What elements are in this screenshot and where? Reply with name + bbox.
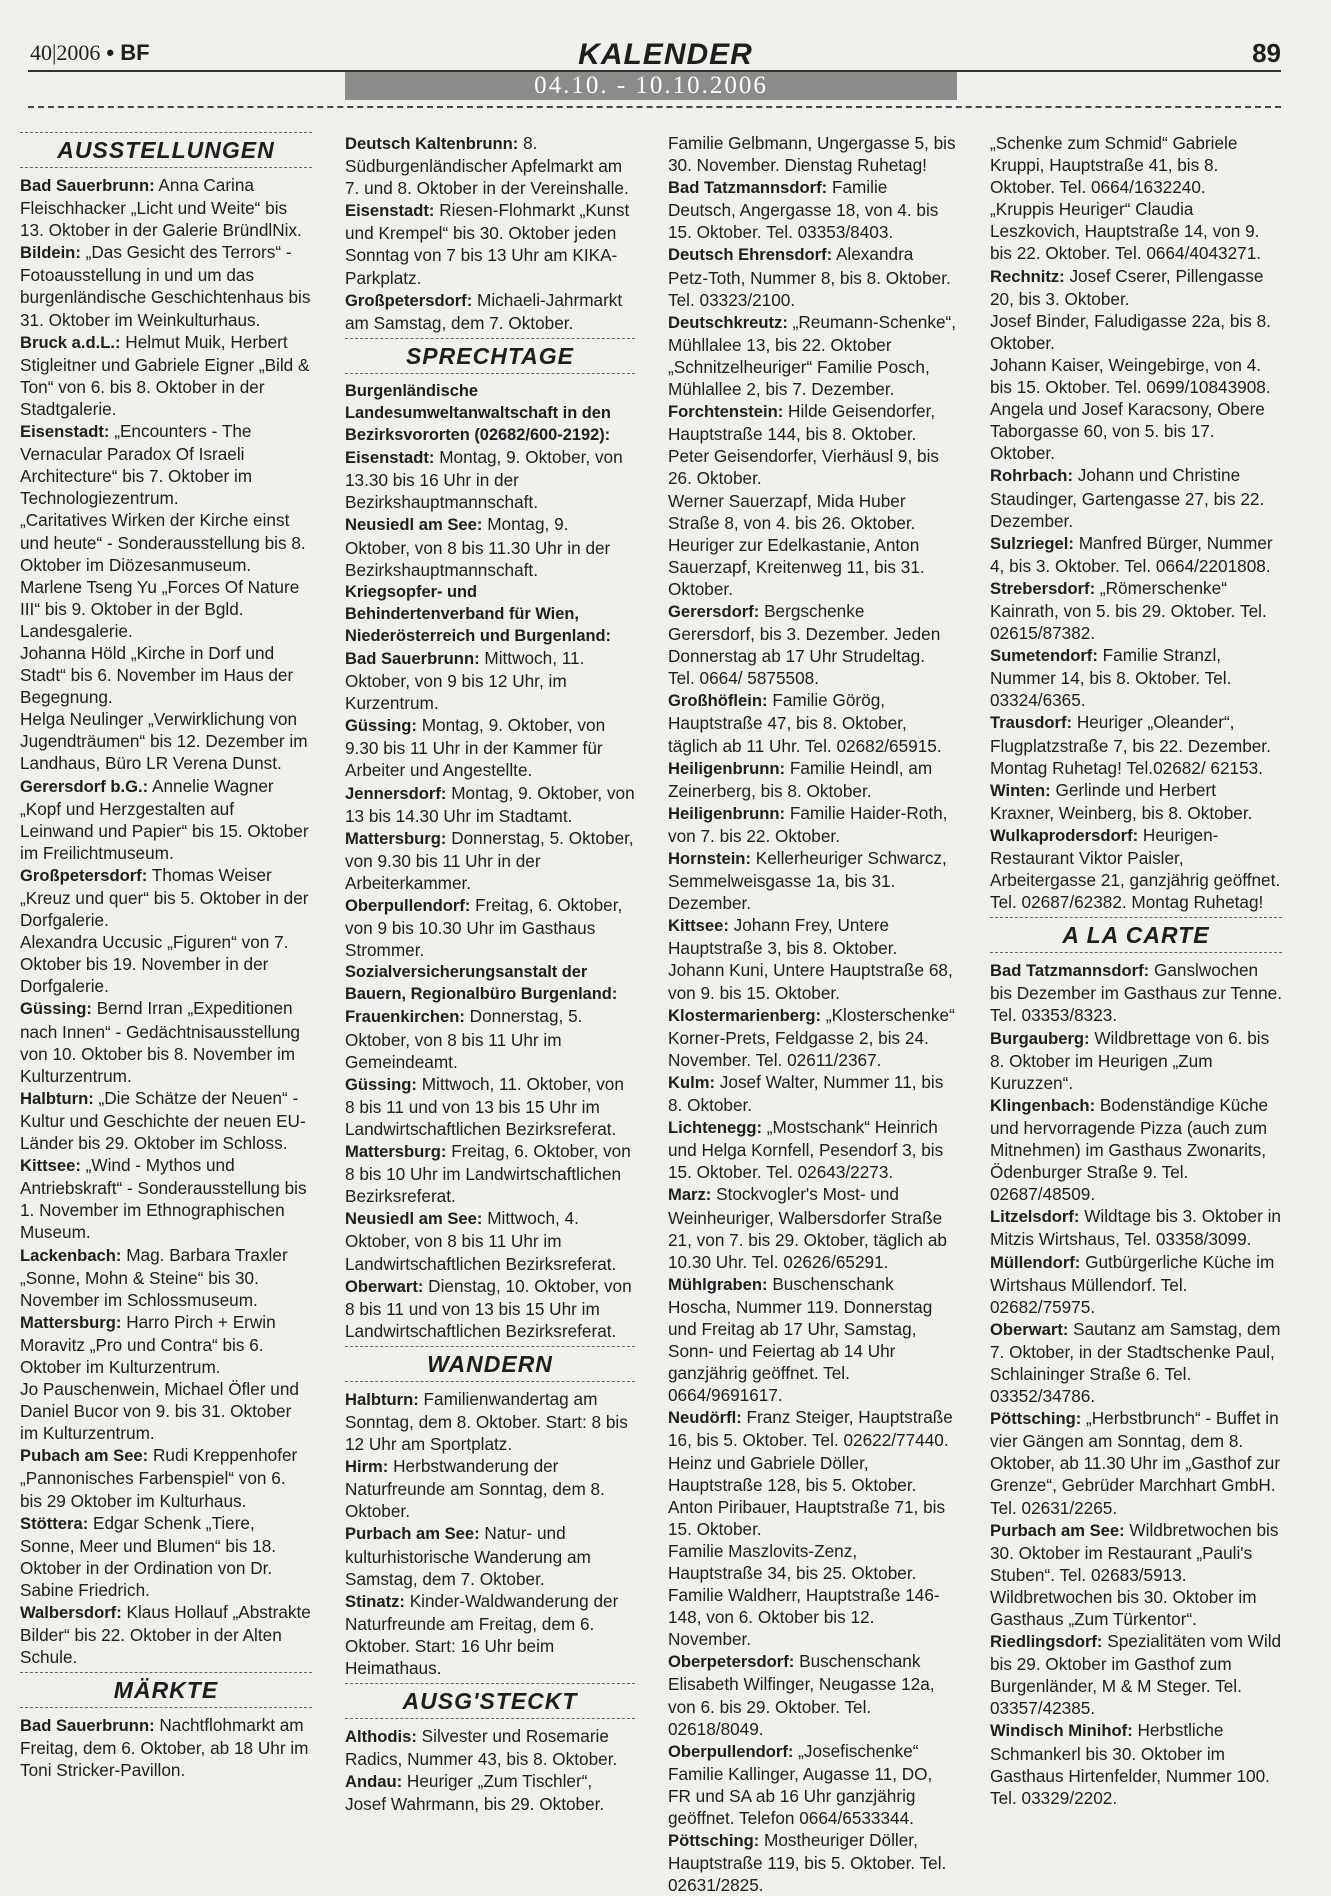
- listing-place: Bad Tatzmannsdorf:: [990, 961, 1150, 981]
- listing-place: Burgauberg:: [990, 1028, 1090, 1048]
- listing-entry: [668, 1183, 956, 1272]
- listing-entry: [668, 757, 956, 802]
- listing-entry: [345, 1207, 635, 1274]
- listing-text: Dienstag, 10. Oktober, von 8 bis 11 und von 13 bis 15 Uhr im Landwirtschaftlichen Bezirksreferat.: [345, 1275, 632, 1341]
- listing-place: Forchtenstein:: [668, 402, 784, 422]
- listing-text: Wildbretwochen bis 30. Oktober im Restaurant „Pauli's Stuben“. Tel. 02683/5913.: [990, 1519, 1279, 1585]
- listing-entry: [20, 1714, 312, 1781]
- listing-text: Johann Frey, Untere Hauptstraße 3, bis 8. Oktober.: [668, 915, 898, 959]
- listing-text: „Kruppis Heuriger“ Claudia Leszkovich, Hauptstraße 14, von 9. bis 22. Oktober. Tel. 0664/4043271.: [990, 199, 1262, 264]
- listing-place: Eisenstadt:: [20, 422, 110, 442]
- listing-place: Großpetersdorf:: [345, 290, 473, 310]
- listing-entry: [20, 708, 312, 774]
- ausgsteckt-list-c: [990, 132, 1282, 913]
- page-number: 89: [1252, 38, 1281, 68]
- listing-place: Riedlingsdorf:: [990, 1632, 1103, 1652]
- listing-entry: [345, 1522, 635, 1589]
- listing-entry: [990, 310, 1282, 354]
- listing-place: Gerersdorf b.G.:: [20, 776, 149, 796]
- listing-entry: [345, 782, 635, 827]
- listing-entry: [345, 132, 635, 199]
- listing-entry: [345, 446, 635, 513]
- listing-entry: [990, 577, 1282, 644]
- listing-text: Johann Kaiser, Weingebirge, von 4. bis 15. Oktober. Tel. 0699/10843908.: [990, 354, 1271, 398]
- listing-text: Mittwoch, 11. Oktober, von 8 bis 11 und von 13 bis 15 Uhr im Landwirtschaftlichen Bezirksreferat.: [345, 1073, 624, 1139]
- listing-text: Wildtage bis 3. Oktober in Mitzis Wirtshaus, Tel. 03358/3099.: [990, 1206, 1281, 1250]
- listing-entry: [990, 354, 1282, 398]
- sprechtage-list-1: [345, 446, 635, 581]
- listing-text: Helmut Muik, Herbert Stigleitner und Gabriele Eigner „Bild & Ton“ von 6. bis 8. Oktober in der Stadtgalerie.: [20, 331, 310, 419]
- listing-text: Gerlinde und Herbert Kraxner, Weinberg, bis 8. Oktober.: [990, 779, 1253, 823]
- listing-entry: [990, 398, 1282, 464]
- listing-place: Güssing:: [345, 716, 417, 736]
- listing-place: Neusiedl am See:: [345, 515, 483, 535]
- listing-entry: [20, 1601, 312, 1668]
- listing-place: Purbach am See:: [345, 1524, 480, 1544]
- listing-text: Gutbürgerliche Küche im Wirtshaus Müllendorf. Tel. 02682/75975.: [990, 1251, 1275, 1317]
- listing-text: Alexandra Uccusic „Figuren“ von 7. Oktober bis 19. November in der Dorfgalerie.: [20, 932, 289, 997]
- listing-text: Buschenschank Elisabeth Wilfinger, Neugasse 12a, von 6. bis 29. Oktober. Tel. 02618/8049.: [668, 1651, 935, 1739]
- listing-entry: [345, 1725, 635, 1770]
- listing-text: Buschenschank Hoscha, Nummer 119. Donnerstag und Freitag ab 17 Uhr, Samstag, Sonn- und Feiertag ab 14 Uhr ganzjährig geöffnet. Tel. 0664/9691617.: [668, 1273, 933, 1406]
- listing-entry: [668, 689, 956, 756]
- listing-entry: [20, 1378, 312, 1444]
- listing-entry: [345, 1590, 635, 1679]
- listing-entry: [990, 644, 1282, 711]
- listing-place: Bruck a.d.L.:: [20, 332, 121, 352]
- listing-entry: [990, 1205, 1282, 1250]
- listing-text: Sautanz am Samstag, dem 7. Oktober, in der Stadtschenke Paul, Schlaininger Straße 6. Tel. 03352/34786.: [990, 1318, 1281, 1407]
- listing-place: Trausdorf:: [990, 713, 1073, 733]
- listing-entry: [20, 1154, 312, 1243]
- listing-place: Eisenstadt:: [345, 448, 435, 468]
- listing-place: Winten:: [990, 780, 1051, 800]
- listing-entry: [990, 779, 1282, 824]
- listing-entry: [345, 827, 635, 894]
- listing-entry: [668, 176, 956, 243]
- listing-text: Heuriger zur Edelkastanie, Anton Sauerzapf, Kreitenweg 11, bis 31. Oktober.: [668, 534, 925, 599]
- listing-entry: [20, 931, 312, 997]
- listing-entry: [668, 600, 956, 689]
- listing-text: Thomas Weiser „Kreuz und quer“ bis 5. Oktober in der Dorfgalerie.: [20, 864, 309, 931]
- listing-place: Althodis:: [345, 1727, 417, 1747]
- listing-entry: [345, 714, 635, 781]
- listing-text: „Schnitzelheuriger“ Familie Posch, Mühlallee 2, bis 7. Dezember.: [668, 356, 930, 400]
- listing-entry: [20, 576, 312, 642]
- listing-place: Güssing:: [20, 999, 92, 1019]
- listing-entry: [668, 1406, 956, 1451]
- listing-entry: [668, 1004, 956, 1071]
- listing-place: Walbersdorf:: [20, 1603, 122, 1622]
- listing-text: Alexandra Petz-Toth, Nummer 8, bis 8. Oktober. Tel. 03323/2100.: [668, 244, 951, 310]
- listing-entry: [668, 959, 956, 1003]
- listing-text: Josef Binder, Faludigasse 22a, bis 8. Oktober.: [990, 310, 1271, 353]
- listing-place: Frauenkirchen:: [345, 1007, 465, 1027]
- listing-entry: [345, 1770, 635, 1815]
- listing-place: Pöttsching:: [668, 1831, 760, 1851]
- listing-entry: [990, 1586, 1282, 1630]
- listing-place: Kulm:: [668, 1072, 716, 1092]
- listing-entry: [20, 1311, 312, 1378]
- listing-entry: [20, 331, 312, 420]
- listing-entry: [668, 847, 956, 914]
- listing-text: Anna Carina Fleischhacker „Licht und Weite“ bis 13. Oktober in der Galerie BründlNix.: [20, 175, 302, 241]
- listing-place: Jennersdorf:: [345, 783, 447, 803]
- listing-text: Familie Maszlovits-Zenz, Hauptstraße 34, bis 25. Oktober.: [668, 1540, 917, 1583]
- listing-entry: [990, 1027, 1282, 1094]
- listing-text: Montag, 9. Oktober, von 13 bis 14.30 Uhr im Stadtamt.: [345, 782, 635, 826]
- listing-place: Mattersburg:: [345, 1142, 447, 1162]
- listing-place: Heiligenbrunn:: [668, 758, 786, 778]
- listing-text: Jo Pauschenwein, Michael Öfler und Daniel Bucor von 9. bis 31. Oktober im Kulturzentrum.: [20, 1379, 299, 1444]
- listing-place: Marz:: [668, 1185, 712, 1205]
- listing-place: Halbturn:: [20, 1088, 94, 1108]
- listing-text: Familie Haider-Roth, von 7. bis 22. Oktober.: [668, 802, 948, 846]
- listing-entry: [20, 509, 312, 575]
- ausstellungen-list: [20, 174, 312, 1668]
- listing-place: Wulkaprodersdorf:: [990, 825, 1139, 845]
- listing-entry: [668, 1273, 956, 1407]
- listing-text: Helga Neulinger „Verwirklichung von Jugendträumen“ bis 12. Dezember im Landhaus, Büro LR Verena Dunst.: [20, 709, 308, 774]
- listing-text: Johanna Höld „Kirche in Dorf und Stadt“ bis 6. November im Haus der Begegnung.: [20, 642, 294, 708]
- listing-entry: [345, 1073, 635, 1140]
- listing-text: Wildbretwochen bis 30. Oktober im Gasthaus „Zum Türkentor“.: [990, 1586, 1257, 1629]
- listing-text: „Reumann-Schenke“, Mühllalee 13, bis 22. Oktober: [668, 311, 957, 355]
- listing-text: Familie Heindl, am Zeinerberg, bis 8. Oktober.: [668, 757, 933, 801]
- listing-entry: [990, 959, 1282, 1026]
- listing-entry: [668, 1829, 956, 1896]
- listing-place: Strebersdorf:: [990, 578, 1096, 598]
- listing-text: Heinz und Gabriele Döller, Hauptstraße 128, bis 5. Oktober.: [668, 1452, 917, 1495]
- listing-text: Werner Sauerzapf, Mida Huber Straße 8, von 4. bis 26. Oktober.: [668, 490, 916, 533]
- listing-place: Stöttera:: [20, 1513, 89, 1533]
- listing-text: Natur- und kulturhistorische Wanderung am Samstag, dem 7. Oktober.: [345, 1523, 591, 1589]
- listing-text: Stockvogler's Most- und Weinheuriger, Walbersdorfer Straße 21, von 7. bis 29. Oktober, täglich ab 10.30 Uhr. Tel. 02626/65291.: [668, 1184, 947, 1272]
- listing-entry: [668, 914, 956, 959]
- listing-text: „Wind - Mythos und Antriebskraft“ - Sonderausstellung bis 1. November im Ethnographischen Museum.: [20, 1155, 307, 1243]
- listing-text: Familie Stranzl, Nummer 14, bis 8. Oktober. Tel. 03324/6365.: [990, 645, 1232, 711]
- listing-entry: [990, 198, 1282, 264]
- listing-entry: [20, 1512, 312, 1601]
- listing-entry: [20, 420, 312, 509]
- listing-place: Müllendorf:: [990, 1252, 1081, 1272]
- column-4: [990, 132, 1282, 1809]
- listing-place: Deutschkreutz:: [668, 312, 788, 332]
- section-title-maerkte: MÄRKTE: [20, 1672, 312, 1708]
- listing-text: Familie Deutsch, Angergasse 18, von 4. bis 15. Oktober. Tel. 03353/8403.: [668, 177, 939, 243]
- listing-text: Heurigen-Restaurant Viktor Paisler, Arbeitergasse 21, ganzjährig geöffnet. Tel. 02687/62382. Montag Ruhetag!: [990, 824, 1281, 913]
- section-title-ausstellungen: AUSSTELLUNGEN: [20, 132, 312, 168]
- listing-entry: [345, 199, 635, 288]
- section-title-wandern: WANDERN: [345, 1346, 635, 1382]
- column-2: [345, 132, 635, 1815]
- listing-entry: [345, 1140, 635, 1207]
- listing-entry: [990, 711, 1282, 778]
- listing-entry: [20, 1444, 312, 1511]
- listing-place: Eisenstadt:: [345, 201, 435, 221]
- listing-place: Halbturn:: [345, 1389, 419, 1409]
- listing-place: Litzelsdorf:: [990, 1207, 1080, 1227]
- listing-entry: [668, 132, 956, 176]
- listing-place: Bad Tatzmannsdorf:: [668, 178, 828, 198]
- listing-place: Mattersburg:: [345, 828, 447, 848]
- listing-place: Großhöflein:: [668, 691, 768, 711]
- date-range: 04.10. - 10.10.2006: [345, 72, 957, 100]
- listing-text: Peter Geisendorfer, Vierhäusl 9, bis 26. Oktober.: [668, 446, 940, 489]
- listing-place: Stinatz:: [345, 1591, 405, 1611]
- listing-entry: [20, 775, 312, 864]
- listing-place: Oberwart:: [990, 1319, 1069, 1339]
- listing-text: „Das Gesicht des Terrors“ - Fotoausstellung in und um das burgenländische Geschichtenhaus bis 31. Oktober im Weinkulturhaus.: [20, 242, 311, 330]
- listing-entry: [990, 1094, 1282, 1205]
- listing-place: Bad Sauerbrunn:: [345, 648, 480, 668]
- listing-text: Freitag, 6. Oktober, von 8 bis 10 Uhr im Landwirtschaftlichen Bezirksreferat.: [345, 1141, 631, 1207]
- listing-entry: [668, 311, 956, 356]
- organization-heading: Kriegsopfer- und Behindertenverband für Wien, Niederösterreich und Burgenland:: [345, 582, 611, 645]
- listing-place: Sumetendorf:: [990, 646, 1098, 666]
- listing-text: Heuriger „Oleander“, Flugplatzstraße 7, bis 22. Dezember. Montag Ruhetag! Tel.02682/ 62153.: [990, 712, 1271, 778]
- listing-place: Pubach am See:: [20, 1446, 149, 1466]
- listing-entry: [990, 824, 1282, 913]
- page-title: KALENDER: [578, 38, 753, 71]
- listing-text: Michaeli-Jahrmarkt am Samstag, dem 7. Oktober.: [345, 289, 623, 333]
- listing-entry: [990, 1519, 1282, 1586]
- listing-place: Windisch Minihof:: [990, 1721, 1133, 1741]
- listing-text: Familienwandertag am Sonntag, dem 8. Oktober. Start: 8 bis 12 Uhr am Sportplatz.: [345, 1388, 628, 1455]
- ausgsteckt-list-a: [345, 1725, 635, 1815]
- listing-entry: [345, 289, 635, 334]
- listing-text: Spezialitäten vom Wild bis 29. Oktober im Gasthof zum Burgenländer, M & M Steger. Tel. 03357/42385.: [990, 1631, 1282, 1719]
- listing-text: „Herbstbrunch“ - Buffet in vier Gängen am Sonntag, dem 8. Oktober, ab 11.30 Uhr im „Gasthof zur Grenze“, Gebrüder Marchhart GmbH. Tel. 02631/2265.: [990, 1408, 1281, 1518]
- listing-entry: [20, 642, 312, 708]
- maerkte-list-a: [20, 1714, 312, 1781]
- listing-text: „Römerschenke“ Kainrath, von 5. bis 29. Oktober. Tel. 02615/87382.: [990, 577, 1267, 644]
- column-3: [668, 132, 956, 1896]
- listing-text: Franz Steiger, Hauptstraße 16, bis 5. Oktober. Tel. 02622/77440.: [668, 1407, 953, 1451]
- a-la-carte-list: [990, 959, 1282, 1809]
- listing-text: „Klosterschenke“ Korner-Prets, Feldgasse 2, bis 24. November. Tel. 02611/2367.: [668, 1004, 955, 1070]
- listing-text: Silvester und Rosemarie Radics, Nummer 43, bis 8. Oktober.: [345, 1726, 618, 1770]
- listing-text: Freitag, 6. Oktober, von 9 bis 10.30 Uhr im Gasthaus Strommer.: [345, 895, 623, 961]
- sprechtage-list-3: [345, 1005, 635, 1341]
- listing-place: Neudörfl:: [668, 1408, 742, 1428]
- issue-number: 40|2006: [30, 40, 101, 65]
- listing-text: Johann Kuni, Untere Hauptstraße 68, von 9. bis 15. Oktober.: [668, 960, 953, 1003]
- listing-text: Manfred Bürger, Nummer 4, bis 3. Oktober. Tel. 0664/2201808.: [990, 532, 1273, 576]
- listing-text: Bergschenke Gerersdorf, bis 3. Dezember. Jeden Donnerstag ab 17 Uhr Strudeltag. Tel. 0664/ 5875508.: [668, 600, 941, 689]
- listing-place: Neusiedl am See:: [345, 1209, 483, 1229]
- listing-entry: [345, 1455, 635, 1522]
- listing-text: Riesen-Flohmarkt „Kunst und Krempel“ bis 30. Oktober jeden Sonntag von 7 bis 13 Uhr am KIKA-Parkplatz.: [345, 200, 630, 288]
- listing-text: Montag, 9. Oktober, von 9.30 bis 11 Uhr in der Kammer für Arbeiter und Angestellte.: [345, 715, 606, 781]
- sprechtage-list-2: [345, 647, 635, 961]
- listing-entry: [990, 1630, 1282, 1719]
- listing-entry: [668, 1116, 956, 1183]
- listing-entry: [345, 894, 635, 961]
- listing-entry: [345, 513, 635, 580]
- listing-text: Montag, 9. Oktober, von 13.30 bis 16 Uhr in der Bezirkshauptmannschaft.: [345, 447, 623, 513]
- listing-text: Wildbrettage von 6. bis 8. Oktober im Heurigen „Zum Kuruzzen“.: [990, 1027, 1270, 1093]
- listing-entry: [345, 1275, 635, 1342]
- listing-entry: [990, 1407, 1282, 1518]
- listing-entry: [668, 1452, 956, 1496]
- listing-text: Mittwoch, 11. Oktober, von 9 bis 12 Uhr, im Kurzentrum.: [345, 647, 585, 714]
- listing-place: Rechnitz:: [990, 266, 1065, 286]
- listing-text: Kellerheuriger Schwarcz, Semmelweisgasse 1a, bis 31. Dezember.: [668, 848, 947, 914]
- listing-place: Sulzriegel:: [990, 533, 1074, 553]
- listing-text: Familie Görög, Hauptstraße 47, bis 8. Oktober, täglich ab 11 Uhr. Tel. 02682/65915.: [668, 690, 942, 756]
- listing-place: Bad Sauerbrunn:: [20, 1716, 155, 1736]
- listing-text: „Caritatives Wirken der Kirche einst und heute“ - Sonderausstellung bis 8. Oktober im Diözesanmuseum.: [20, 510, 306, 575]
- ausgsteckt-list-b: [668, 132, 956, 1896]
- listing-text: Donnerstag, 5. Oktober, von 8 bis 11 Uhr im Gemeindeamt.: [345, 1006, 583, 1072]
- listing-text: Nachtflohmarkt am Freitag, dem 6. Oktober, ab 18 Uhr im Toni Stricker-Pavillon.: [20, 1715, 309, 1781]
- listing-text: Heuriger „Zum Tischler“, Josef Wahrmann, bis 29. Oktober.: [345, 1771, 605, 1815]
- listing-entry: [668, 1740, 956, 1829]
- listing-text: Rudi Kreppenhofer „Pannonisches Farbenspiel“ von 6. bis 29 Oktober im Kulturhaus.: [20, 1445, 298, 1511]
- listing-place: Großpetersdorf:: [20, 865, 148, 885]
- listing-place: Hirm:: [345, 1457, 389, 1477]
- listing-entry: [668, 1540, 956, 1584]
- listing-place: Bildein:: [20, 243, 81, 263]
- listing-entry: [668, 802, 956, 847]
- listing-entry: [668, 1071, 956, 1116]
- listing-text: Klaus Hollauf „Abstrakte Bilder“ bis 22. Oktober in der Alten Schule.: [20, 1602, 311, 1668]
- listing-place: Kittsee:: [20, 1156, 81, 1176]
- listing-entry: [345, 1388, 635, 1455]
- listing-entry: [668, 1496, 956, 1540]
- listing-text: Angela und Josef Karacsony, Obere Taborgasse 60, von 5. bis 17. Oktober.: [990, 399, 1265, 464]
- organization-heading: Burgenländische Landesumweltanwaltschaft in den Bezirksvororten (02682/600-2192):: [345, 381, 611, 445]
- listing-entry: [345, 647, 635, 714]
- listing-entry: [990, 1251, 1282, 1318]
- section-title-sprechtage: SPRECHTAGE: [345, 338, 635, 374]
- listing-place: Hornstein:: [668, 849, 751, 868]
- listing-text: Herbstliche Schmankerl bis 30. Oktober im Gasthaus Hirtenfelder, Nummer 100. Tel. 03329/2202.: [990, 1720, 1270, 1808]
- listing-place: Pöttsching:: [990, 1409, 1082, 1429]
- listing-place: Güssing:: [345, 1074, 417, 1094]
- listing-entry: [668, 243, 956, 310]
- listing-entry: [668, 445, 956, 489]
- listing-text: Donnerstag, 5. Oktober, von 9.30 bis 11 Uhr in der Arbeiterkammer.: [345, 827, 634, 893]
- listing-text: Mag. Barbara Traxler „Sonne, Mohn & Steine“ bis 30. November im Schlossmuseum.: [20, 1244, 288, 1310]
- listing-place: Oberpetersdorf:: [668, 1652, 795, 1672]
- listing-entry: [20, 1244, 312, 1311]
- listing-place: Klostermarienberg:: [668, 1005, 822, 1025]
- listing-text: Josef Cserer, Pillengasse 20, bis 3. Oktober.: [990, 265, 1264, 309]
- organization-heading: Sozialversicherungsanstalt der Bauern, Regionalbüro Burgenland:: [345, 963, 618, 1004]
- listing-text: Familie Waldherr, Hauptstraße 146-148, von 6. Oktober bis 12. November.: [668, 1585, 940, 1650]
- listing-place: Lichtenegg:: [668, 1118, 763, 1138]
- listing-entry: [668, 534, 956, 600]
- listing-text: Herbstwanderung der Naturfreunde am Sonntag, dem 8. Oktober.: [345, 1456, 605, 1522]
- listing-place: Deutsch Ehrensdorf:: [668, 245, 833, 265]
- listing-place: Bad Sauerbrunn:: [20, 176, 155, 195]
- listing-entry: [990, 532, 1282, 577]
- listing-place: Oberpullendorf:: [668, 1741, 794, 1761]
- listing-place: Gerersdorf:: [668, 601, 760, 621]
- listing-entry: [990, 265, 1282, 310]
- listing-entry: [668, 490, 956, 534]
- listing-text: Mostheuriger Döller, Hauptstraße 119, bis 5. Oktober. Tel. 02631/2825.: [668, 1830, 947, 1896]
- listing-entry: [990, 132, 1282, 198]
- listing-text: „Josefischenke“ Familie Kallinger, Augasse 11, DO, FR und SA ab 16 Uhr ganzjährig geöffnet. Telefon 0664/6533344.: [668, 1740, 933, 1829]
- section-title-ausgsteckt: AUSG'STECKT: [345, 1683, 635, 1719]
- listing-entry: [990, 1318, 1282, 1407]
- listing-entry: [668, 356, 956, 400]
- listing-text: Ganslwochen bis Dezember im Gasthaus zur Tenne. Tel. 03353/8323.: [990, 960, 1283, 1026]
- listing-text: Bodenständige Küche und hervorragende Pizza (auch zum Mitnehmen) im Gasthaus Zwonarits, Ödenburger Straße 9. Tel. 02687/48509.: [990, 1094, 1269, 1205]
- brand-logo: • BF: [106, 40, 150, 65]
- listing-place: Oberpullendorf:: [345, 896, 471, 915]
- listing-place: Lackenbach:: [20, 1245, 122, 1265]
- wandern-list: [345, 1388, 635, 1679]
- listing-text: 8. Südburgenländischer Apfelmarkt am 7. und 8. Oktober in der Vereinshalle.: [345, 133, 629, 199]
- listing-text: „Encounters - The Vernacular Paradox Of Israeli Architecture“ bis 7. Oktober im Technologiezentrum.: [20, 421, 253, 509]
- listing-place: Mattersburg:: [20, 1312, 122, 1332]
- listing-text: „Schenke zum Schmid“ Gabriele Kruppi, Hauptstraße 41, bis 8. Oktober. Tel. 0664/1632240.: [990, 133, 1238, 198]
- column-1: [20, 132, 312, 1782]
- maerkte-list-b: [345, 132, 635, 334]
- listing-text: Edgar Schenk „Tiere, Sonne, Meer und Blumen“ bis 18. Oktober in der Ordination von Dr. Sabine Friedrich.: [20, 1512, 277, 1600]
- listing-text: „Mostschank“ Heinrich und Helga Kornfell, Pesendorf 3, bis 15. Oktober. Tel. 02643/2273.: [668, 1117, 944, 1183]
- listing-entry: [345, 1005, 635, 1072]
- listing-text: Bernd Irran „Expeditionen nach Innen“ - Gedächtnisausstellung von 10. Oktober bis 8. November im Kulturzentrum.: [20, 998, 300, 1086]
- listing-text: Johann und Christine Staudinger, Gartengasse 27, bis 22. Dezember.: [990, 465, 1265, 531]
- listing-entry: [20, 241, 312, 330]
- listing-place: Mühlgraben:: [668, 1274, 768, 1294]
- listing-entry: [20, 1087, 312, 1154]
- listing-entry: [20, 864, 312, 931]
- listing-entry: [20, 997, 312, 1086]
- listing-place: Oberwart:: [345, 1276, 424, 1296]
- listing-place: Andau:: [345, 1772, 403, 1792]
- listing-text: Anton Piribauer, Hauptstraße 71, bis 15. Oktober.: [668, 1496, 946, 1539]
- listing-place: Klingenbach:: [990, 1095, 1096, 1115]
- listing-text: Hilde Geisendorfer, Hauptstraße 144, bis 8. Oktober.: [668, 401, 936, 445]
- listing-text: Annelie Wagner „Kopf und Herzgestalten auf Leinwand und Papier“ bis 15. Oktober im Freilichtmuseum.: [20, 775, 309, 863]
- listing-place: Purbach am See:: [990, 1520, 1125, 1540]
- listing-entry: [20, 174, 312, 241]
- listing-entry: [668, 1584, 956, 1650]
- listing-text: Mittwoch, 4. Oktober, von 8 bis 11 Uhr im Landwirtschaftlichen Bezirksreferat.: [345, 1208, 617, 1274]
- listing-text: Marlene Tseng Yu „Forces Of Nature III“ bis 9. Oktober in der Bgld. Landesgalerie.: [20, 576, 300, 641]
- listing-place: Deutsch Kaltenbrunn:: [345, 134, 519, 153]
- listing-text: Kinder-Waldwanderung der Naturfreunde am Freitag, dem 6. Oktober. Start: 16 Uhr beim Heimathaus.: [345, 1590, 619, 1678]
- listing-text: Familie Gelbmann, Ungergasse 5, bis 30. November. Dienstag Ruhetag!: [668, 133, 956, 176]
- header-dashed-rule: [28, 106, 1281, 108]
- listing-place: Kittsee:: [668, 916, 729, 936]
- listing-text: „Die Schätze der Neuen“ - Kultur und Geschichte der neuen EU-Länder bis 29. Oktober im Schloss.: [20, 1087, 306, 1154]
- listing-place: Rohrbach:: [990, 466, 1073, 486]
- listing-entry: [668, 1650, 956, 1739]
- listing-entry: [668, 400, 956, 445]
- section-title-a-la-carte: A LA CARTE: [990, 917, 1282, 953]
- listing-entry: [990, 1719, 1282, 1808]
- listing-place: Heiligenbrunn:: [668, 803, 786, 823]
- listing-text: Harro Pirch + Erwin Moravitz „Pro und Contra“ bis 6. Oktober im Kulturzentrum.: [20, 1311, 276, 1377]
- page-header: [0, 0, 1331, 110]
- listing-entry: [990, 464, 1282, 531]
- listing-text: Montag, 9. Oktober, von 8 bis 11.30 Uhr in der Bezirkshauptmannschaft.: [345, 514, 611, 580]
- listing-text: Josef Walter, Nummer 11, bis 8. Oktober.: [668, 1071, 944, 1116]
